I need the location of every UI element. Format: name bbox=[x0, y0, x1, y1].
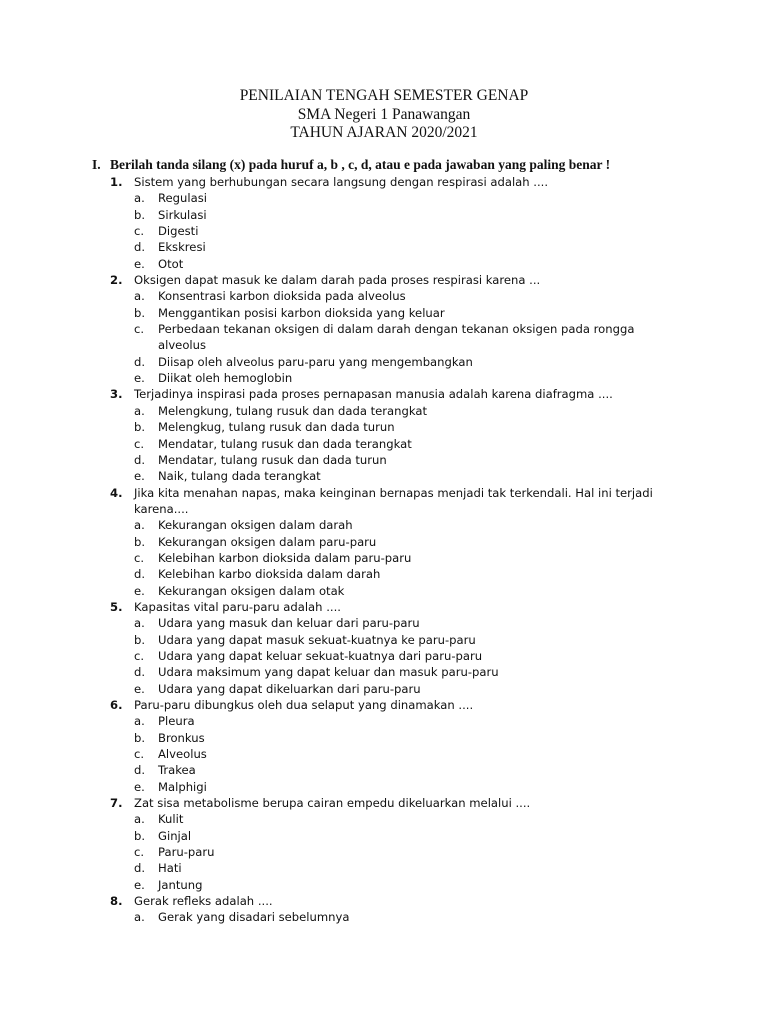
answer-option bbox=[0, 566, 768, 582]
option-text: Naik, tulang dada terangkat bbox=[158, 469, 321, 484]
answer-option bbox=[0, 681, 768, 697]
option-text: Perbedaan tekanan oksigen di dalam darah dengan tekanan oksigen pada rongga alveolus bbox=[158, 322, 635, 353]
question-number: 1. bbox=[110, 175, 123, 189]
option-text: Trakea bbox=[158, 763, 196, 778]
question-number: 2. bbox=[110, 273, 123, 288]
option-letter: b. bbox=[134, 534, 146, 549]
answer-option bbox=[0, 828, 768, 844]
question-text: Sistem yang berhubungan secara langsung dengan respirasi adalah .... bbox=[134, 175, 549, 189]
exam-header bbox=[0, 87, 768, 143]
option-letter: c. bbox=[134, 845, 145, 860]
option-text: Melengkung, tulang rusuk dan dada terangkat bbox=[158, 403, 428, 418]
answer-option bbox=[0, 746, 768, 762]
option-text: Menggantikan posisi karbon dioksida yang keluar bbox=[158, 305, 445, 320]
option-text: Konsentrasi karbon dioksida pada alveolus bbox=[158, 289, 406, 304]
option-letter: a. bbox=[134, 910, 145, 925]
school-name: SMA Negeri 1 Panawangan bbox=[297, 105, 471, 123]
option-letter: d. bbox=[134, 763, 146, 778]
option-text: Kekurangan oksigen dalam otak bbox=[158, 583, 345, 598]
answer-option bbox=[0, 909, 768, 925]
option-text: Diisap oleh alveolus paru-paru yang mengembangkan bbox=[158, 354, 473, 369]
option-text: Bronkus bbox=[158, 730, 205, 745]
answer-option bbox=[0, 632, 768, 648]
answer-option bbox=[0, 534, 768, 550]
option-letter: d. bbox=[134, 240, 146, 255]
question-number: 5. bbox=[110, 599, 123, 614]
option-letter: d. bbox=[134, 861, 146, 876]
option-text: Ekskresi bbox=[158, 240, 206, 255]
option-letter: b. bbox=[134, 730, 146, 745]
option-text: Kelebihan karbon dioksida dalam paru-paru bbox=[158, 550, 412, 565]
answer-option bbox=[0, 730, 768, 746]
answer-option bbox=[0, 583, 768, 599]
option-text: Gerak yang disadari sebelumnya bbox=[158, 910, 350, 925]
question-item bbox=[0, 272, 768, 288]
option-text: Kulit bbox=[158, 812, 184, 827]
answer-option bbox=[0, 207, 768, 223]
answer-option bbox=[0, 239, 768, 255]
option-text: Sirkulasi bbox=[158, 207, 207, 222]
option-letter: c. bbox=[134, 550, 145, 565]
option-letter: a. bbox=[134, 403, 145, 418]
option-letter: b. bbox=[134, 828, 146, 843]
option-letter: a. bbox=[134, 714, 145, 729]
option-text: Kelebihan karbo dioksida dalam darah bbox=[158, 567, 381, 582]
option-letter: a. bbox=[134, 616, 145, 631]
answer-option bbox=[0, 256, 768, 272]
option-text: Regulasi bbox=[158, 191, 207, 206]
option-letter: c. bbox=[134, 322, 145, 337]
answer-option bbox=[0, 762, 768, 778]
answer-option bbox=[0, 550, 768, 566]
answer-option bbox=[0, 811, 768, 827]
option-text: Mendatar, tulang rusuk dan dada terangkat bbox=[158, 436, 412, 451]
question-item bbox=[0, 174, 768, 190]
question-text: Jika kita menahan napas, maka keinginan bernapas menjadi tak terkendali. Hal ini terjadi karena.... bbox=[134, 485, 653, 516]
question-number: 6. bbox=[110, 698, 123, 712]
answer-option bbox=[0, 190, 768, 206]
answer-option bbox=[0, 713, 768, 729]
option-text: Udara maksimum yang dapat keluar dan masuk paru-paru bbox=[158, 665, 499, 680]
question-text: Paru-paru dibungkus oleh dua selaput yang dinamakan .... bbox=[134, 698, 474, 712]
option-text: Udara yang masuk dan keluar dari paru-paru bbox=[158, 616, 420, 631]
option-text: Kekurangan oksigen dalam darah bbox=[158, 518, 353, 533]
answer-option bbox=[0, 403, 768, 419]
answer-option bbox=[0, 615, 768, 631]
option-letter: c. bbox=[134, 648, 145, 663]
question-text: Zat sisa metabolisme berupa cairan empedu dikeluarkan melalui .... bbox=[134, 796, 531, 811]
section-instruction bbox=[92, 157, 752, 173]
answer-option bbox=[0, 436, 768, 452]
option-letter: e. bbox=[134, 256, 145, 271]
option-text: Hati bbox=[158, 861, 182, 876]
question-item bbox=[0, 386, 768, 402]
answer-option bbox=[0, 468, 768, 484]
option-text: Kekurangan oksigen dalam paru-paru bbox=[158, 534, 377, 549]
option-letter: e. bbox=[134, 371, 145, 386]
option-text: Ginjal bbox=[158, 828, 192, 843]
answer-option bbox=[0, 288, 768, 304]
question-item bbox=[0, 485, 768, 518]
option-letter: d. bbox=[134, 567, 146, 582]
option-letter: c. bbox=[134, 436, 145, 451]
answer-option bbox=[0, 860, 768, 876]
academic-year: TAHUN AJARAN 2020/2021 bbox=[290, 124, 478, 141]
option-letter: d. bbox=[134, 354, 146, 369]
answer-option bbox=[0, 370, 768, 386]
option-letter: a. bbox=[134, 289, 145, 304]
option-text: Paru-paru bbox=[158, 845, 215, 860]
question-item bbox=[0, 893, 768, 909]
option-letter: e. bbox=[134, 681, 145, 696]
question-number: 3. bbox=[110, 387, 123, 402]
option-letter: e. bbox=[134, 583, 145, 598]
option-text: Udara yang dapat masuk sekuat-kuatnya ke paru-paru bbox=[158, 632, 476, 647]
question-number: 7. bbox=[110, 796, 123, 811]
option-text: Melengkug, tulang rusuk dan dada turun bbox=[158, 420, 395, 435]
option-text: Otot bbox=[158, 256, 184, 271]
option-letter: d. bbox=[134, 452, 146, 467]
option-letter: a. bbox=[134, 518, 145, 533]
option-letter: a. bbox=[134, 812, 145, 827]
option-text: Mendatar, tulang rusuk dan dada turun bbox=[158, 452, 387, 467]
answer-option bbox=[0, 223, 768, 239]
option-letter: c. bbox=[134, 224, 145, 239]
option-text: Alveolus bbox=[158, 747, 207, 762]
answer-option bbox=[0, 321, 768, 354]
option-letter: e. bbox=[134, 877, 145, 892]
option-text: Udara yang dapat dikeluarkan dari paru-paru bbox=[158, 681, 421, 696]
option-letter: b. bbox=[134, 305, 146, 320]
question-text: Gerak refleks adalah .... bbox=[134, 894, 273, 909]
option-letter: b. bbox=[134, 207, 146, 222]
answer-option bbox=[0, 452, 768, 468]
answer-option bbox=[0, 354, 768, 370]
question-number: 8. bbox=[110, 894, 123, 909]
option-text: Malphigi bbox=[158, 779, 207, 794]
option-letter: b. bbox=[134, 632, 146, 647]
answer-option bbox=[0, 844, 768, 860]
answer-option bbox=[0, 664, 768, 680]
answer-option bbox=[0, 419, 768, 435]
option-letter: d. bbox=[134, 665, 146, 680]
question-item bbox=[0, 599, 768, 615]
option-text: Diikat oleh hemoglobin bbox=[158, 371, 293, 386]
question-text: Terjadinya inspirasi pada proses pernapasan manusia adalah karena diafragma .... bbox=[134, 387, 613, 402]
option-letter: c. bbox=[134, 747, 145, 762]
section-number: I. bbox=[92, 157, 101, 172]
answer-option bbox=[0, 877, 768, 893]
option-letter: a. bbox=[134, 191, 145, 206]
instruction-text: Berilah tanda silang (x) pada huruf a, b , c, d, atau e pada jawaban yang paling benar ! bbox=[110, 157, 611, 172]
question-text: Oksigen dapat masuk ke dalam darah pada proses respirasi karena ... bbox=[134, 273, 541, 288]
question-text: Kapasitas vital paru-paru adalah .... bbox=[134, 599, 341, 614]
option-text: Digesti bbox=[158, 224, 199, 239]
answer-option bbox=[0, 648, 768, 664]
option-text: Udara yang dapat keluar sekuat-kuatnya dari paru-paru bbox=[158, 648, 483, 663]
question-list bbox=[0, 174, 768, 926]
option-letter: e. bbox=[134, 779, 145, 794]
answer-option bbox=[0, 305, 768, 321]
question-item bbox=[0, 697, 768, 713]
option-text: Jantung bbox=[158, 877, 203, 892]
option-letter: b. bbox=[134, 420, 146, 435]
option-text: Pleura bbox=[158, 714, 195, 729]
option-letter: e. bbox=[134, 469, 145, 484]
exam-title: PENILAIAN TENGAH SEMESTER GENAP bbox=[239, 87, 529, 104]
answer-option bbox=[0, 517, 768, 533]
answer-option bbox=[0, 779, 768, 795]
question-number: 4. bbox=[110, 485, 123, 500]
question-item bbox=[0, 795, 768, 811]
